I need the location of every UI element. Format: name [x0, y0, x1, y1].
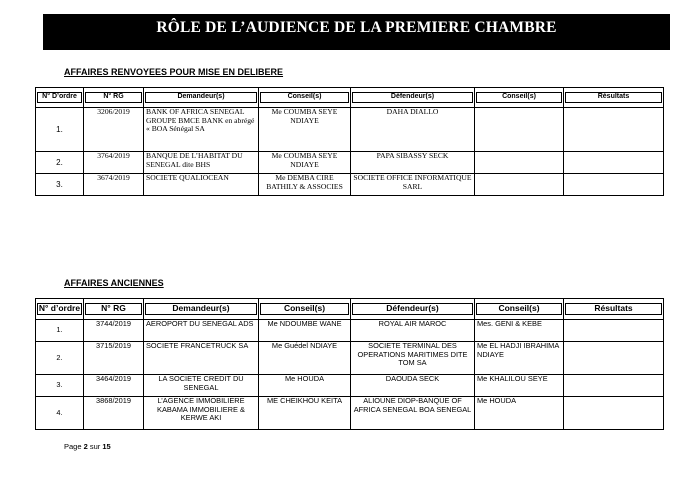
header-demandeur: Demandeur(s) [144, 88, 259, 108]
cell-ordre: 1. [36, 320, 84, 342]
header-ordre: N° D’ordre [36, 88, 84, 108]
cell-rg: 3206/2019 [84, 108, 144, 152]
cell-conseil-defendeur [475, 174, 564, 196]
header-ordre: N° d’ordre [36, 299, 84, 320]
cell-demandeur: BANK OF AFRICA SENEGAL GROUPE BMCE BANK en abrégé « BOA Sénégal SA [144, 108, 259, 152]
cell-ordre: 3. [36, 174, 84, 196]
cell-conseil: Me DEMBA CIRE BATHILY & ASSOCIES [259, 174, 351, 196]
table-anciennes [35, 298, 664, 430]
cell-conseil-defendeur [475, 108, 564, 152]
cell-conseil: Me NDOUMBE WANE [259, 320, 351, 342]
table-row [36, 397, 664, 430]
cell-resultats [564, 342, 664, 375]
cell-conseil: Me Guédel NDIAYE [259, 342, 351, 375]
cell-defendeur: DAHA DIALLO [351, 108, 475, 152]
cell-conseil-defendeur [475, 152, 564, 174]
cell-conseil-defendeur: Mes. GENI & KEBE [475, 320, 564, 342]
table-row [36, 174, 664, 196]
cell-demandeur: BANQUE DE L’HABITAT DU SENEGAL dite BHS [144, 152, 259, 174]
table-row [36, 342, 664, 375]
footer-page-number: 2 [83, 442, 88, 451]
table-row [36, 108, 664, 152]
cell-conseil: Me HOUDA [259, 375, 351, 397]
cell-conseil: ME CHEIKHOU KEITA [259, 397, 351, 430]
cell-ordre: 2. [36, 342, 84, 375]
cell-defendeur: ALIOUNE DIOP-BANQUE OF AFRICA SENEGAL BOA SENEGAL [351, 397, 475, 430]
cell-defendeur: SOCIETE TERMINAL DES OPERATIONS MARITIMES DITE TOM SA [351, 342, 475, 375]
cell-defendeur: ROYAL AIR MAROC [351, 320, 475, 342]
cell-rg: 3764/2019 [84, 152, 144, 174]
cell-defendeur: PAPA SIBASSY SECK [351, 152, 475, 174]
cell-rg: 3674/2019 [84, 174, 144, 196]
cell-ordre: 4. [36, 397, 84, 430]
header-conseil-defendeur: Conseil(s) [475, 299, 564, 320]
header-resultats: Résultats [564, 88, 664, 108]
cell-conseil: Me COUMBA SEYE NDIAYE [259, 108, 351, 152]
cell-ordre: 1. [36, 108, 84, 152]
header-defendeur: Défendeur(s) [351, 299, 475, 320]
header-conseil-demandeur: Conseil(s) [259, 299, 351, 320]
cell-resultats [564, 108, 664, 152]
table-row [36, 152, 664, 174]
table-row [36, 320, 664, 342]
cell-demandeur: AEROPORT DU SENEGAL ADS [144, 320, 259, 342]
cell-resultats [564, 397, 664, 430]
cell-conseil: Me COUMBA SEYE NDIAYE [259, 152, 351, 174]
header-rg: N° RG [84, 88, 144, 108]
cell-demandeur: SOCIETE FRANCETRUCK SA [144, 342, 259, 375]
header-defendeur: Défendeur(s) [351, 88, 475, 108]
cell-rg: 3744/2019 [84, 320, 144, 342]
header-conseil-demandeur: Conseil(s) [259, 88, 351, 108]
footer-prefix: Page [64, 442, 84, 451]
cell-rg: 3868/2019 [84, 397, 144, 430]
cell-defendeur: SOCIETE OFFICE INFORMATIQUE SARL [351, 174, 475, 196]
cell-ordre: 3. [36, 375, 84, 397]
table-header-row [36, 299, 664, 320]
header-conseil-defendeur: Conseil(s) [475, 88, 564, 108]
table-header-row [36, 88, 664, 108]
header-resultats: Résultats [564, 299, 664, 320]
cell-demandeur: LA SOCIETE CREDIT DU SENEGAL [144, 375, 259, 397]
cell-conseil-defendeur: Me EL HADJI IBRAHIMA NDIAYE [475, 342, 564, 375]
cell-rg: 3464/2019 [84, 375, 144, 397]
page-title: RÔLE DE L’AUDIENCE DE LA PREMIERE CHAMBRE [43, 14, 670, 50]
cell-resultats [564, 375, 664, 397]
cell-demandeur: SOCIETE QUALIOCEAN [144, 174, 259, 196]
cell-resultats [564, 174, 664, 196]
cell-resultats [564, 320, 664, 342]
table-delibere [35, 87, 664, 196]
page-footer [64, 442, 111, 451]
cell-rg: 3715/2019 [84, 342, 144, 375]
section-title-anciennes: AFFAIRES ANCIENNES [64, 278, 164, 288]
cell-demandeur: L’AGENCE IMMOBILIERE KABAMA IMMOBILIERE & KERWE AKI [144, 397, 259, 430]
cell-resultats [564, 152, 664, 174]
section-title-delibere: AFFAIRES RENVOYEES POUR MISE EN DELIBERE [64, 67, 284, 77]
cell-defendeur: DAOUDA SECK [351, 375, 475, 397]
cell-ordre: 2. [36, 152, 84, 174]
footer-mid: sur [87, 442, 103, 451]
cell-conseil-defendeur: Me HOUDA [475, 397, 564, 430]
header-rg: N° RG [84, 299, 144, 320]
table-row [36, 375, 664, 397]
header-demandeur: Demandeur(s) [144, 299, 259, 320]
cell-conseil-defendeur: Me KHALILOU SEYE [475, 375, 564, 397]
footer-total-pages: 15 [102, 442, 111, 451]
